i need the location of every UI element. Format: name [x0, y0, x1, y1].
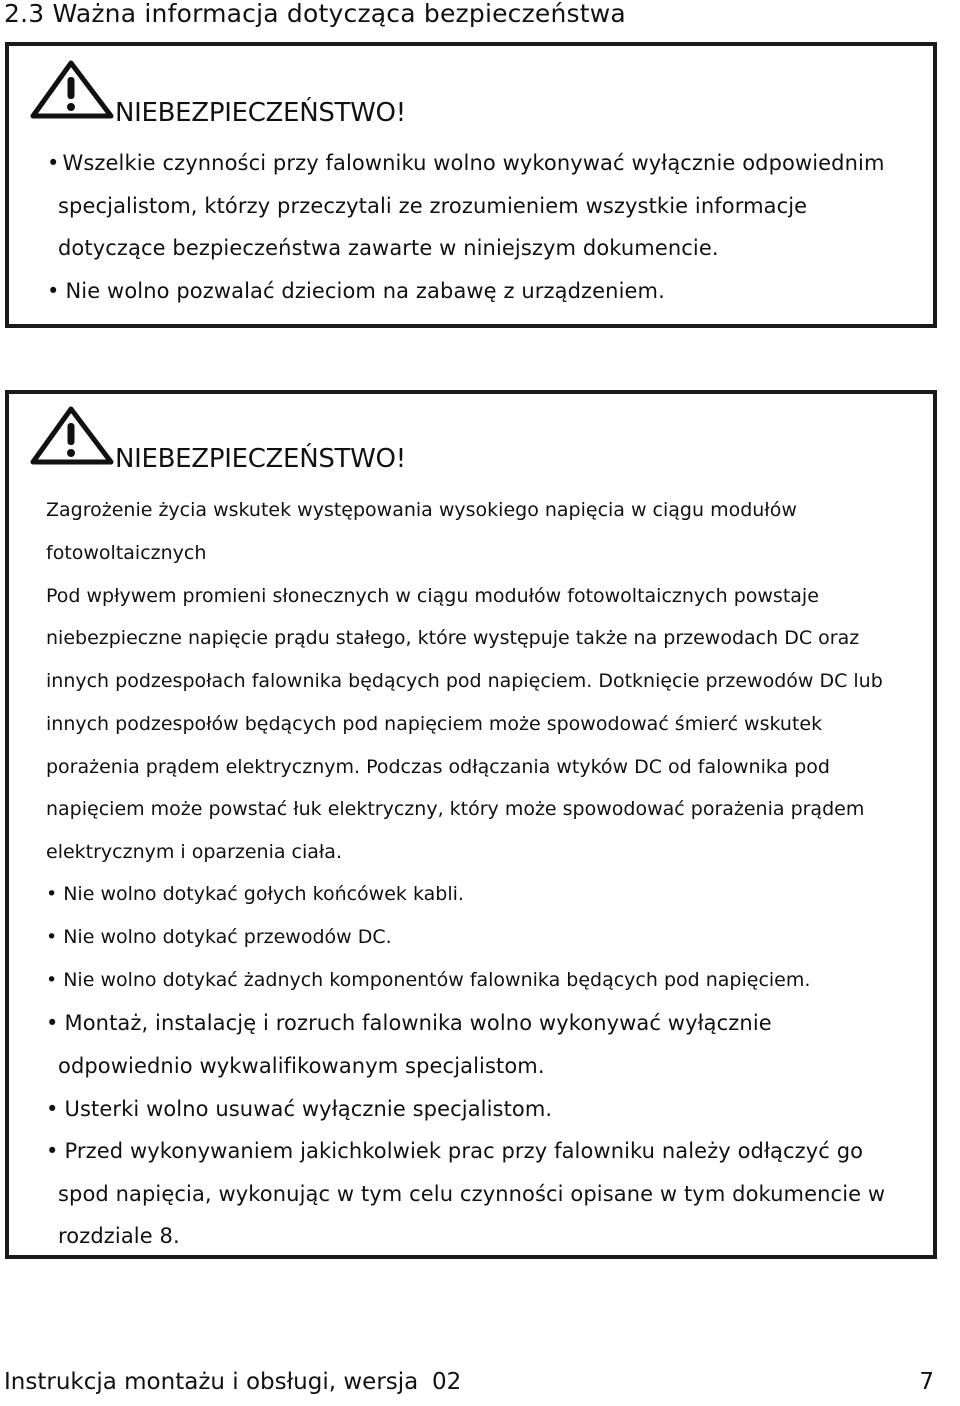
warning-text-line: • Montaż, instalację i rozruch falownika wolno wykonywać wyłącznie — [46, 1011, 772, 1035]
warning-text-line: fotowoltaicznych — [46, 542, 207, 564]
warning-text-line: • Wszelkie czynności przy falowniku wolno wykonywać wyłącznie odpowiednim — [47, 151, 885, 175]
warning-text-line: innych podzespołach falownika będących pod napięciem. Dotknięcie przewodów DC lub — [46, 670, 883, 692]
warning-text-line: rozdziale 8. — [58, 1224, 180, 1248]
warning-text-line: • Nie wolno dotykać żadnych komponentów falownika będących pod napięciem. — [46, 969, 811, 991]
warning-text-line: porażenia prądem elektrycznym. Podczas odłączania wtyków DC od falownika pod — [46, 756, 830, 778]
warning-text-line: spod napięcia, wykonując w tym celu czynności opisane w tym dokumencie w — [58, 1182, 886, 1206]
footer-title: Instrukcja montażu i obsługi, wersja — [4, 1369, 419, 1395]
warning-text-line: Zagrożenie życia wskutek występowania wysokiego napięcia w ciągu modułów — [46, 499, 797, 521]
warning-triangle-icon — [29, 60, 115, 120]
warning-title: NIEBEZPIECZEŃSTWO! — [115, 444, 406, 474]
warning-text-line: niebezpieczne napięcie prądu stałego, które występuje także na przewodach DC oraz — [46, 627, 860, 649]
warning-text-line: • Nie wolno dotykać przewodów DC. — [46, 926, 392, 948]
warning-text-line: napięciem może powstać łuk elektryczny, który może spowodować porażenia prądem — [46, 798, 865, 820]
warning-text-line: odpowiednio wykwalifikowanym specjalistom. — [58, 1054, 545, 1078]
warning-text-line: elektrycznym i oparzenia ciała. — [46, 841, 342, 863]
warning-box-2 — [5, 390, 937, 1259]
warning-text-line: • Usterki wolno usuwać wyłącznie specjalistom. — [46, 1097, 553, 1121]
warning-text-line: Pod wpływem promieni słonecznych w ciągu modułów fotowoltaicznych powstaje — [46, 585, 819, 607]
warning-text-line: • Nie wolno dotykać gołych końcówek kabli. — [46, 883, 464, 905]
warning-triangle-icon — [29, 406, 115, 466]
warning-text-line: • Nie wolno pozwalać dzieciom na zabawę z urządzeniem. — [47, 279, 665, 303]
warning-text-line: innych podzespołów będących pod napięciem może spowodować śmierć wskutek — [46, 713, 823, 735]
page-footer — [4, 1366, 934, 1398]
warning-text-line: specjalistom, którzy przeczytali ze zrozumieniem wszystkie informacje — [58, 194, 808, 218]
page-number: 7 — [919, 1369, 934, 1395]
warning-box-1 — [5, 42, 937, 328]
section-heading: 2.3 Ważna informacja dotycząca bezpieczeństwa — [4, 0, 626, 28]
footer-version: 02 — [432, 1369, 462, 1395]
warning-title: NIEBEZPIECZEŃSTWO! — [115, 98, 406, 128]
warning-text-line: • Przed wykonywaniem jakichkolwiek prac przy falowniku należy odłączyć go — [46, 1139, 864, 1163]
warning-text-line: dotyczące bezpieczeństwa zawarte w niniejszym dokumencie. — [58, 236, 719, 260]
